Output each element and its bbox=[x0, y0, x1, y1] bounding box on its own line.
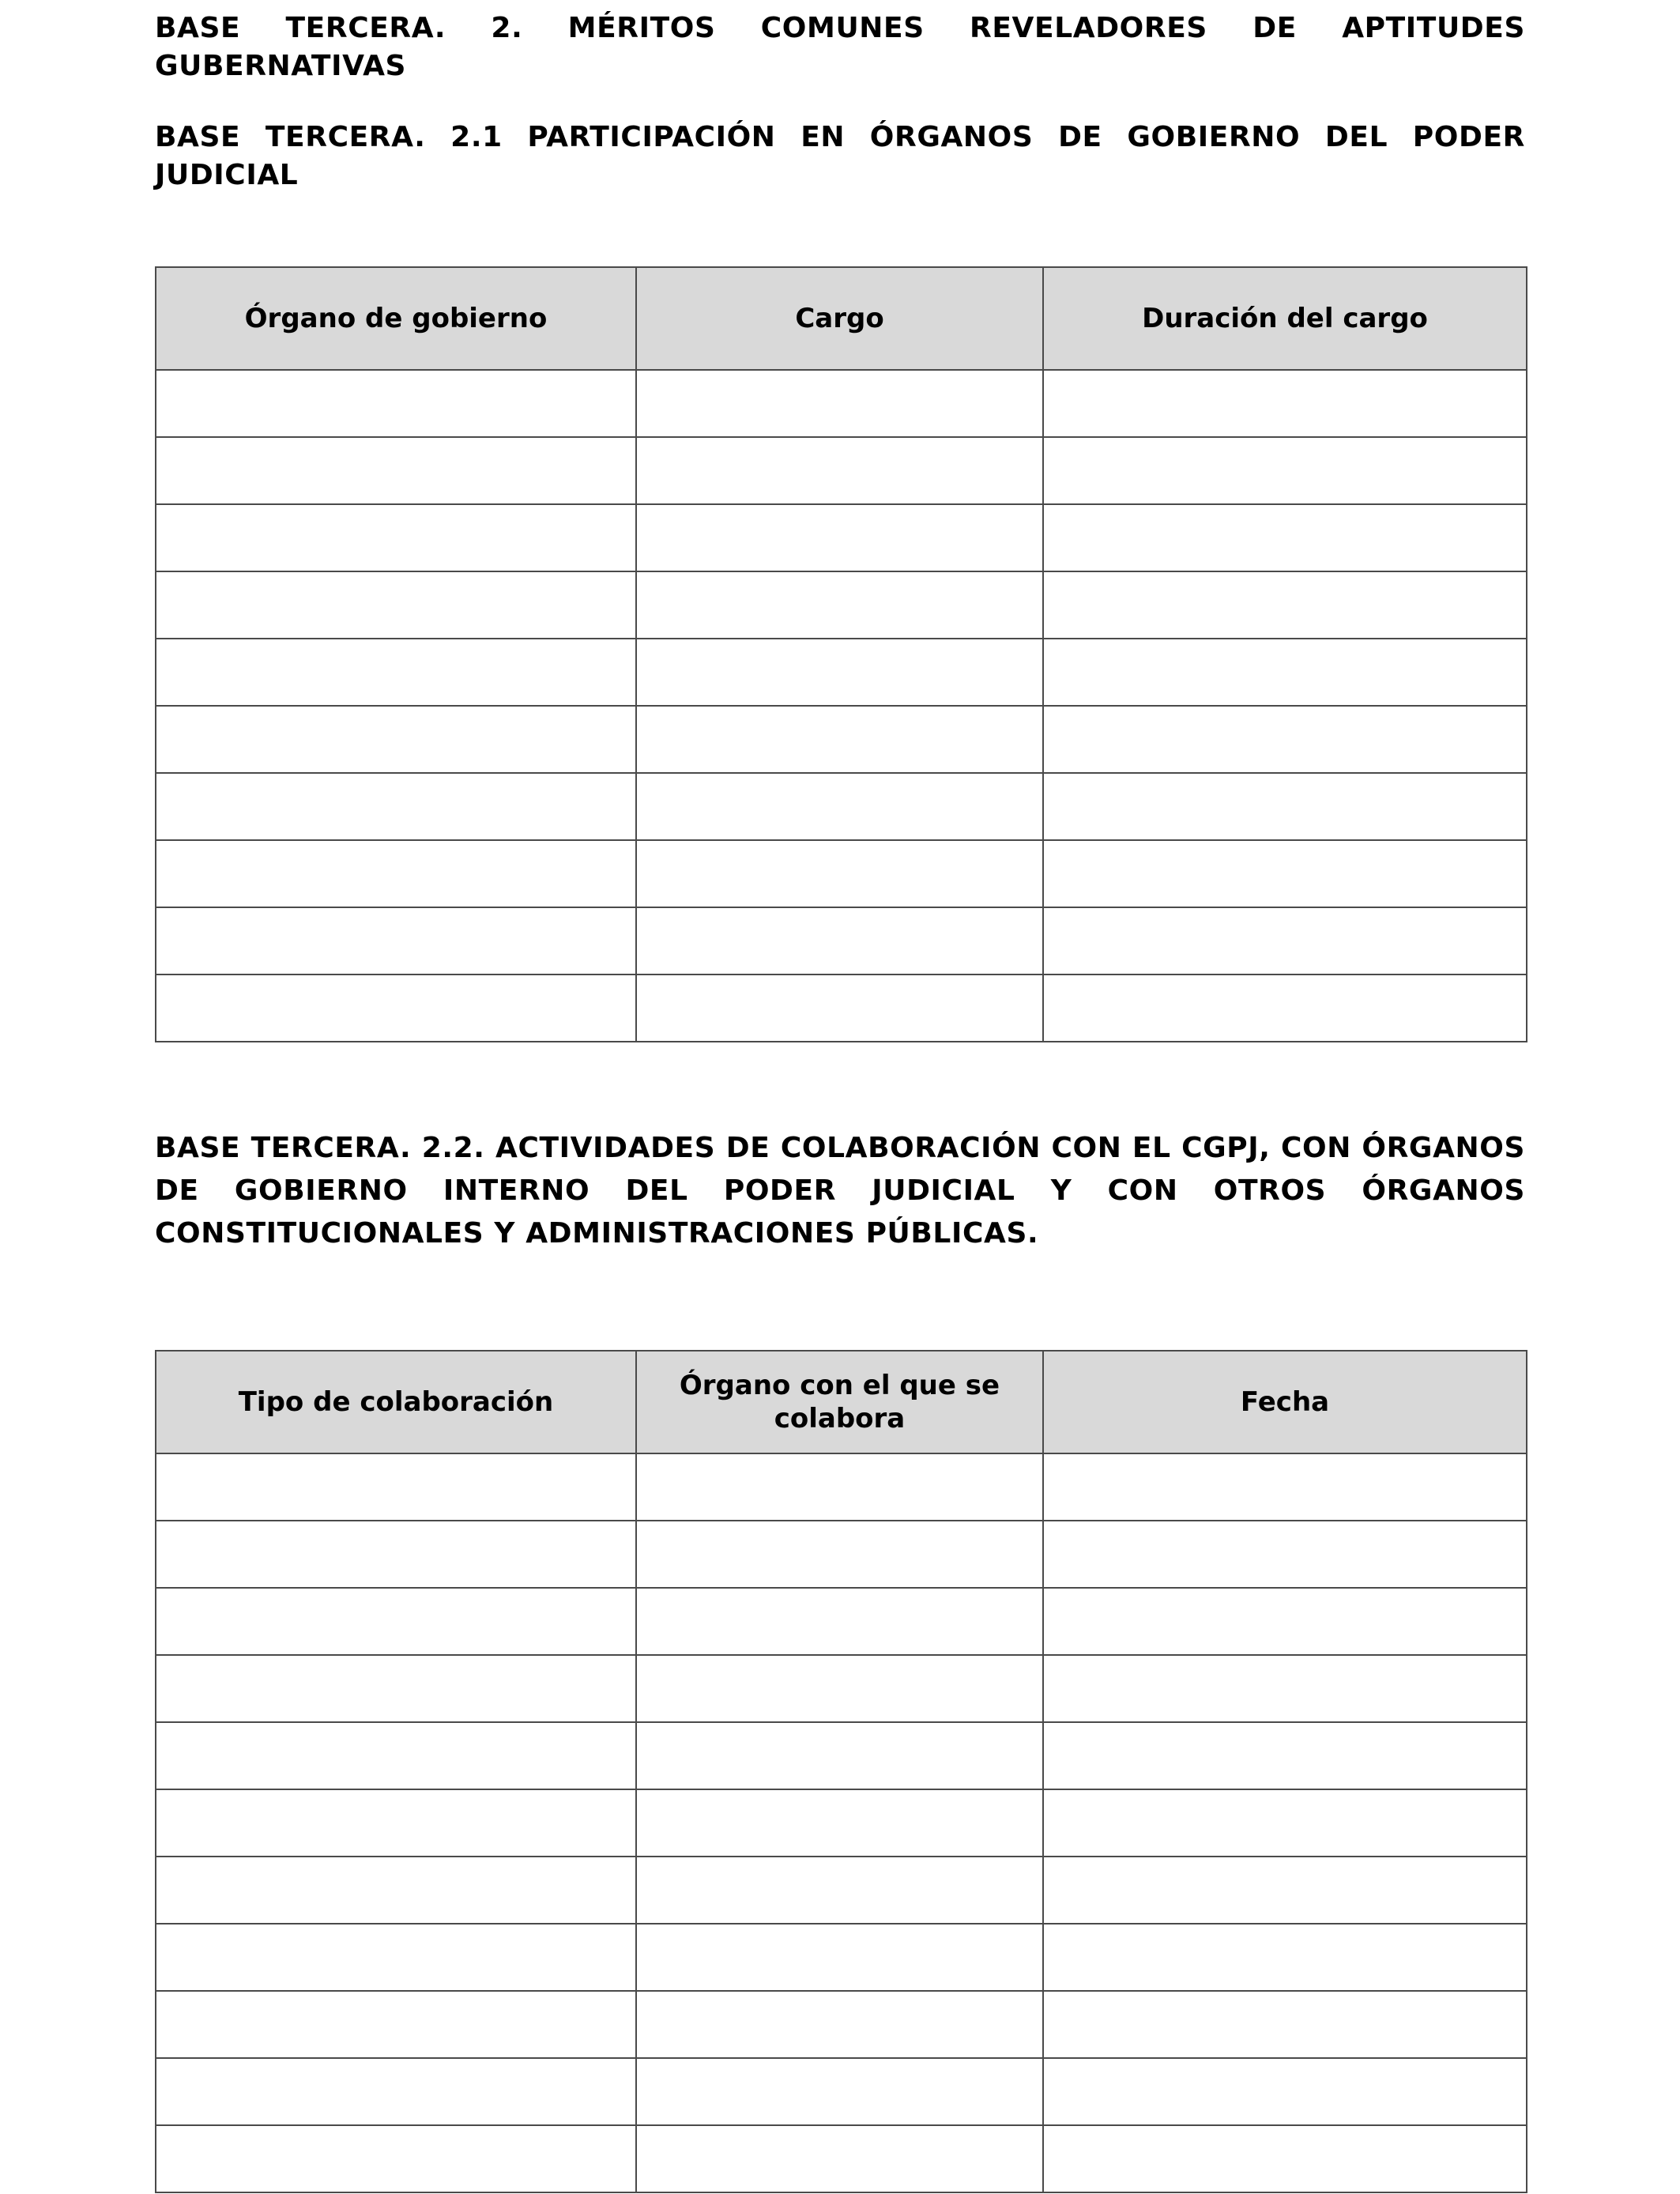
table-cell[interactable] bbox=[636, 1453, 1043, 1521]
table-cell[interactable] bbox=[156, 1789, 636, 1857]
table-row bbox=[156, 773, 1527, 840]
table-row bbox=[156, 1924, 1527, 1991]
table-cell[interactable] bbox=[1043, 1857, 1527, 1924]
table-row bbox=[156, 504, 1527, 571]
table-cell[interactable] bbox=[1043, 840, 1527, 907]
section-2-2-heading: BASE TERCERA. 2.2. ACTIVIDADES DE COLABORACIÓN CON EL CGPJ, CON ÓRGANOS DE GOBIERNO INTERNO DEL PODER JUDICIAL Y CON OTROS ÓRGANOS CONSTITUCIONALES Y ADMINISTRACIONES PÚBLICAS. bbox=[155, 1132, 1525, 1250]
table-cell[interactable] bbox=[1043, 437, 1527, 504]
table-row bbox=[156, 706, 1527, 773]
table-cell[interactable] bbox=[156, 1991, 636, 2058]
table-cell[interactable] bbox=[636, 1655, 1043, 1722]
table-cell[interactable] bbox=[1043, 1521, 1527, 1588]
table-cell[interactable] bbox=[636, 1789, 1043, 1857]
table-cell[interactable] bbox=[156, 1521, 636, 1588]
table-cell[interactable] bbox=[1043, 571, 1527, 639]
governing-bodies-table bbox=[155, 266, 1527, 1042]
table-cell[interactable] bbox=[156, 2125, 636, 2192]
table-cell[interactable] bbox=[156, 1924, 636, 1991]
column-header-organo-con-el-que-se-colabora: Órgano con el que se colabora bbox=[636, 1351, 1043, 1453]
table-cell[interactable] bbox=[636, 1924, 1043, 1991]
table-cell[interactable] bbox=[156, 504, 636, 571]
table-row bbox=[156, 1857, 1527, 1924]
table-row bbox=[156, 1789, 1527, 1857]
column-header-tipo-de-colaboracion: Tipo de colaboración bbox=[156, 1351, 636, 1453]
table-row bbox=[156, 1722, 1527, 1789]
table-cell[interactable] bbox=[1043, 2058, 1527, 2125]
table-cell[interactable] bbox=[156, 1453, 636, 1521]
table-cell[interactable] bbox=[156, 706, 636, 773]
table-cell[interactable] bbox=[156, 1588, 636, 1655]
table-cell[interactable] bbox=[1043, 1588, 1527, 1655]
table-cell[interactable] bbox=[636, 974, 1043, 1042]
table-row bbox=[156, 1655, 1527, 1722]
table-row bbox=[156, 840, 1527, 907]
table-cell[interactable] bbox=[156, 773, 636, 840]
collaboration-activities-table bbox=[155, 1350, 1527, 2193]
table-cell[interactable] bbox=[156, 907, 636, 974]
table-cell[interactable] bbox=[636, 706, 1043, 773]
table-cell[interactable] bbox=[156, 1655, 636, 1722]
table-cell[interactable] bbox=[636, 2125, 1043, 2192]
table-row bbox=[156, 370, 1527, 437]
table-header-row bbox=[156, 267, 1527, 370]
table-cell[interactable] bbox=[156, 571, 636, 639]
table-cell[interactable] bbox=[636, 370, 1043, 437]
table-cell[interactable] bbox=[1043, 504, 1527, 571]
table-cell[interactable] bbox=[636, 773, 1043, 840]
table-cell[interactable] bbox=[636, 1857, 1043, 1924]
table-cell[interactable] bbox=[1043, 1453, 1527, 1521]
table-cell[interactable] bbox=[636, 437, 1043, 504]
section-2-heading: BASE TERCERA. 2. MÉRITOS COMUNES REVELADORES DE APTITUDES GUBERNATIVAS bbox=[155, 12, 1525, 82]
table-cell[interactable] bbox=[156, 1857, 636, 1924]
table-cell[interactable] bbox=[1043, 370, 1527, 437]
table-cell[interactable] bbox=[1043, 639, 1527, 706]
table-cell[interactable] bbox=[156, 1722, 636, 1789]
table-cell[interactable] bbox=[636, 840, 1043, 907]
table-row bbox=[156, 1991, 1527, 2058]
column-header-duracion-del-cargo: Duración del cargo bbox=[1043, 267, 1527, 370]
table-row bbox=[156, 2125, 1527, 2192]
table-row bbox=[156, 974, 1527, 1042]
table-cell[interactable] bbox=[1043, 1789, 1527, 1857]
column-header-fecha: Fecha bbox=[1043, 1351, 1527, 1453]
table-cell[interactable] bbox=[1043, 2125, 1527, 2192]
table-row bbox=[156, 639, 1527, 706]
table-cell[interactable] bbox=[156, 840, 636, 907]
table-row bbox=[156, 2058, 1527, 2125]
table-cell[interactable] bbox=[1043, 907, 1527, 974]
table-row bbox=[156, 907, 1527, 974]
table-cell[interactable] bbox=[636, 1588, 1043, 1655]
table-cell[interactable] bbox=[156, 639, 636, 706]
table-cell[interactable] bbox=[1043, 1991, 1527, 2058]
table-cell[interactable] bbox=[636, 504, 1043, 571]
table-cell[interactable] bbox=[156, 974, 636, 1042]
table-cell[interactable] bbox=[636, 1722, 1043, 1789]
table-cell[interactable] bbox=[156, 2058, 636, 2125]
table-cell[interactable] bbox=[156, 437, 636, 504]
table-cell[interactable] bbox=[1043, 1722, 1527, 1789]
section-2-1-heading: BASE TERCERA. 2.1 PARTICIPACIÓN EN ÓRGANOS DE GOBIERNO DEL PODER JUDICIAL bbox=[155, 121, 1525, 191]
table-row bbox=[156, 571, 1527, 639]
table-cell[interactable] bbox=[636, 907, 1043, 974]
table-cell[interactable] bbox=[636, 1991, 1043, 2058]
table-cell[interactable] bbox=[1043, 773, 1527, 840]
table-cell[interactable] bbox=[1043, 706, 1527, 773]
table-row bbox=[156, 437, 1527, 504]
table-cell[interactable] bbox=[1043, 1924, 1527, 1991]
table-cell[interactable] bbox=[636, 1521, 1043, 1588]
table-row bbox=[156, 1588, 1527, 1655]
table-cell[interactable] bbox=[636, 639, 1043, 706]
table-cell[interactable] bbox=[1043, 1655, 1527, 1722]
table-cell[interactable] bbox=[636, 571, 1043, 639]
table-row bbox=[156, 1453, 1527, 1521]
table-row bbox=[156, 1521, 1527, 1588]
column-header-organo-de-gobierno: Órgano de gobierno bbox=[156, 267, 636, 370]
table-cell[interactable] bbox=[1043, 974, 1527, 1042]
table-cell[interactable] bbox=[156, 370, 636, 437]
table-cell[interactable] bbox=[636, 2058, 1043, 2125]
column-header-cargo: Cargo bbox=[636, 267, 1043, 370]
table-header-row bbox=[156, 1351, 1527, 1453]
